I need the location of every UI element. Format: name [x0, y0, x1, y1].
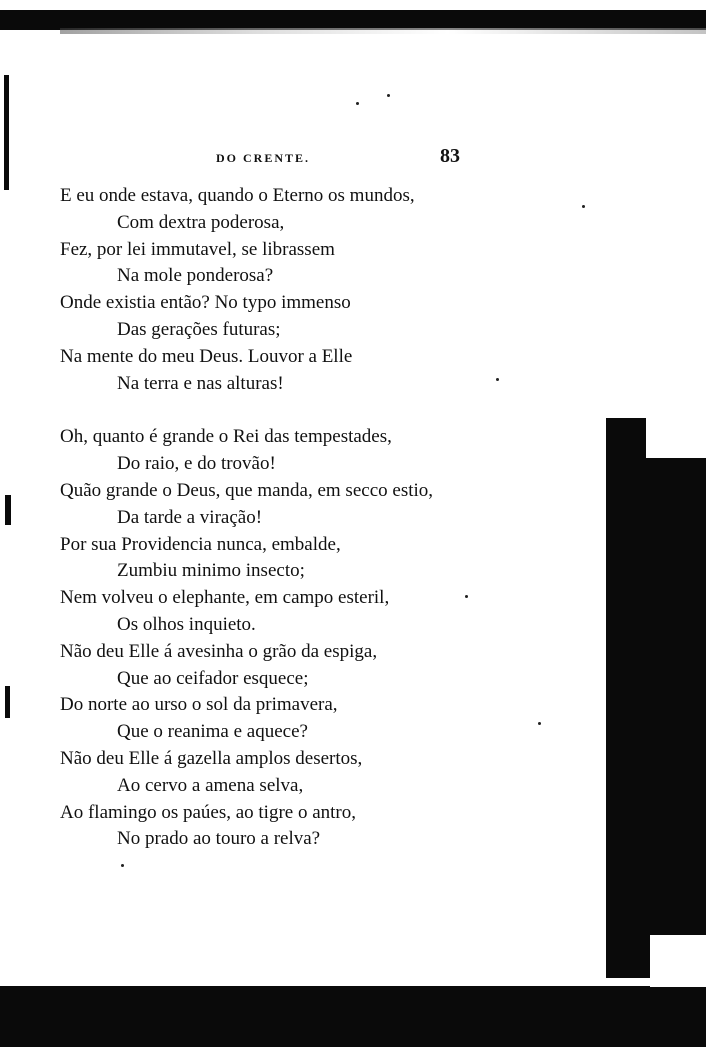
verse-line: Os olhos inquieto. [117, 613, 256, 635]
verse-line: Na mole ponderosa? [117, 265, 274, 287]
verse-line: Do norte ao urso o sol da primavera, [60, 694, 338, 716]
stanza-break [60, 397, 600, 424]
verse-line: Ao flamingo os paúes, ao tigre o antro, [60, 801, 357, 823]
scan-border-top [0, 10, 706, 30]
verse-line: Que ao ceifador esquece; [117, 667, 309, 689]
verse-line: No prado ao touro a relva? [117, 828, 321, 850]
verse-line: Da tarde a viração! [117, 506, 263, 528]
verse-line: Quão grande o Deus, que manda, em secco estio, [60, 479, 434, 501]
verse-line: Das gerações futuras; [117, 318, 281, 340]
scan-border-bottom [0, 986, 706, 1047]
verse-line: Na terra e nas alturas! [117, 372, 284, 394]
verse-line: Por sua Providencia nunca, embalde, [60, 533, 341, 555]
margin-mark [5, 686, 10, 718]
scan-speck [387, 94, 390, 97]
scan-border-top-fade [60, 28, 706, 34]
verse-line: Oh, quanto é grande o Rei das tempestades, [60, 426, 392, 448]
verse-line: Zumbiu minimo insecto; [117, 560, 305, 582]
verse-line: E eu onde estava, quando o Eterno os mundos, [60, 185, 415, 206]
verse-line: Fez, por lei immutavel, se librassem [60, 238, 335, 260]
verse-line: Ao cervo a amena selva, [117, 774, 304, 796]
scan-border-right [606, 418, 706, 978]
margin-mark [4, 75, 9, 190]
poem [60, 183, 600, 853]
scan-speck [121, 864, 124, 867]
scan-border-right-notch [646, 418, 706, 458]
page-number: 83 [440, 145, 460, 167]
verse-line: Na mente do meu Deus. Louvor a Elle [60, 345, 353, 367]
margin-mark [5, 495, 11, 525]
verse-line: Onde existia então? No typo immenso [60, 292, 351, 314]
scan-border-right-notch-lower [650, 935, 706, 987]
running-head: DO CRENTE. [216, 151, 311, 165]
scan-speck [356, 102, 359, 105]
verse-line: Nem volveu o elephante, em campo esteril, [60, 587, 390, 609]
verse-line: Que o reanima e aquece? [117, 721, 308, 743]
verse-line: Não deu Elle á avesinha o grão da espiga, [60, 640, 378, 662]
verse-line: Do raio, e do trovão! [117, 453, 276, 475]
verse-line: Não deu Elle á gazella amplos desertos, [60, 747, 363, 769]
verse-line: Com dextra poderosa, [117, 211, 285, 233]
